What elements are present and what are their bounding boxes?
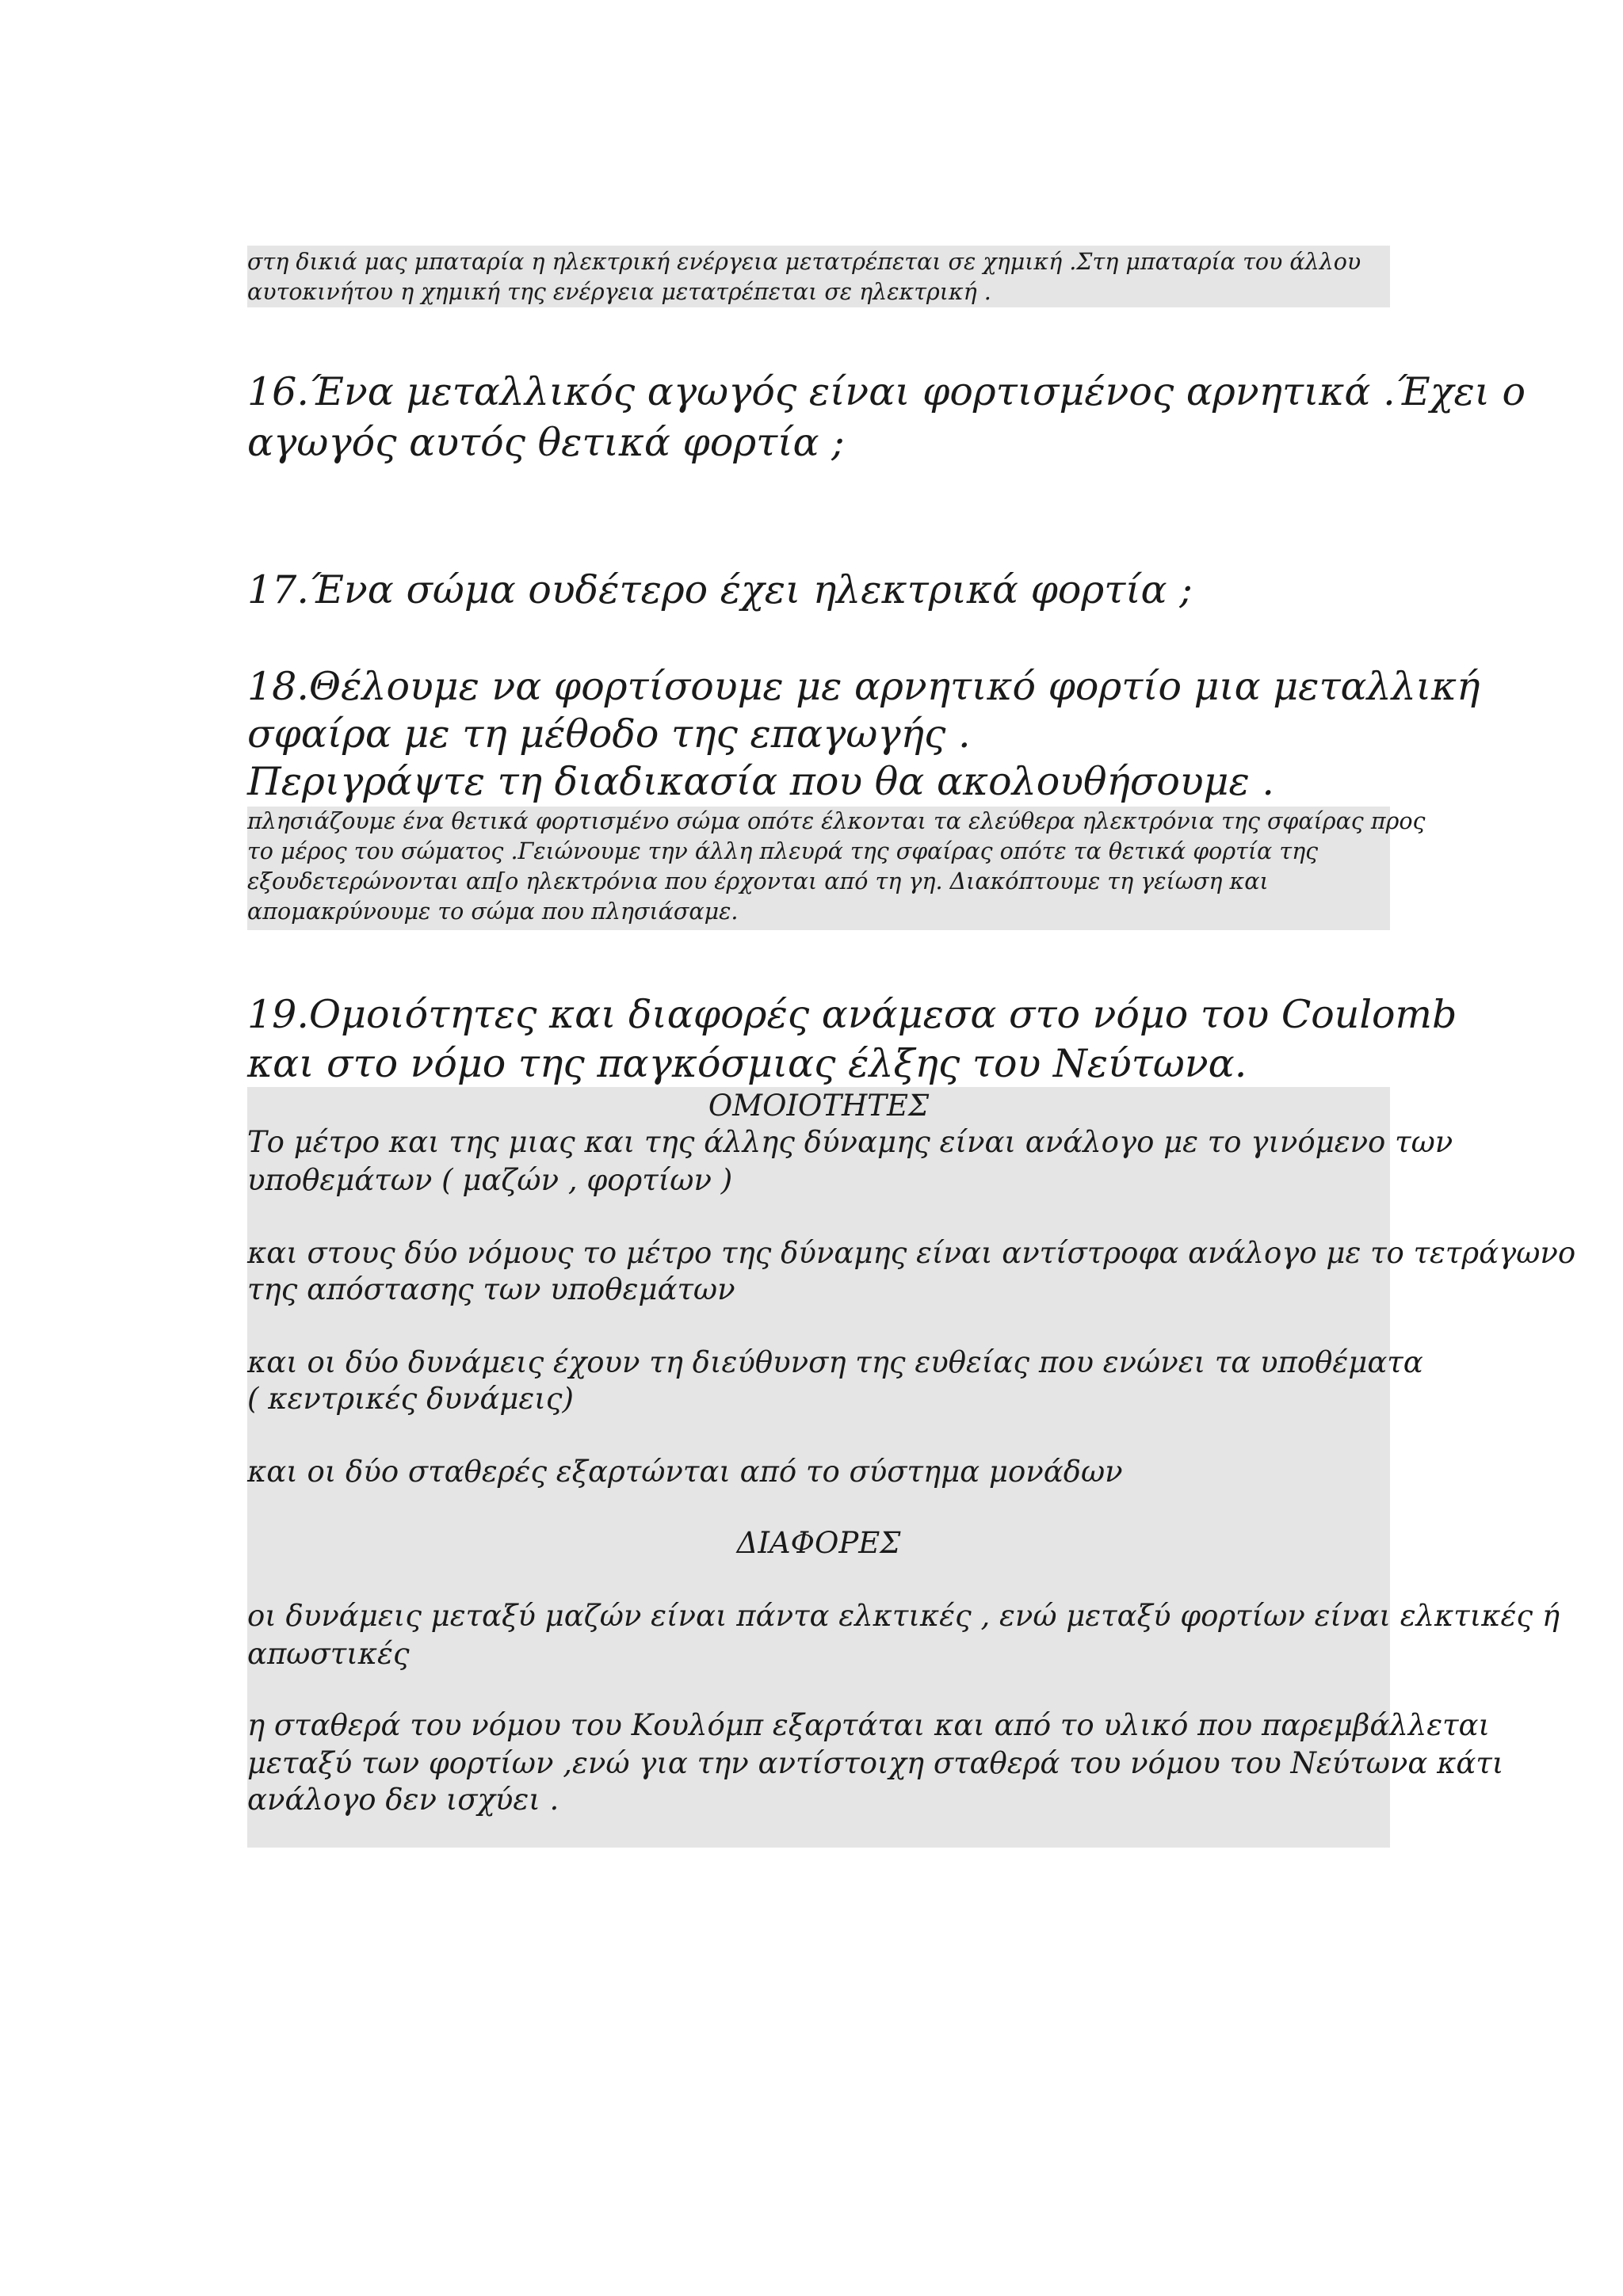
similarity-line-7: και οι δύο σταθερές εξαρτώνται από το σύστημα μονάδων xyxy=(247,1455,1123,1489)
answer-15-line-2: αυτοκινήτου η χημική της ενέργεια μετατρέπεται σε ηλεκτρική . xyxy=(247,279,991,305)
similarity-line-4: της απόστασης των υποθεμάτων xyxy=(247,1272,735,1306)
difference-line-5: ανάλογο δεν ισχύει . xyxy=(247,1783,559,1817)
differences-heading: ΔΙΑΦΟΡΕΣ xyxy=(736,1526,901,1560)
answer-18-line-4: απομακρύνουμε το σώμα που πλησιάσαμε. xyxy=(247,898,739,925)
difference-line-4: μεταξύ των φορτίων ,ενώ για την αντίστοιχη σταθερά του νόμου του Νεύτωνα κάτι xyxy=(247,1746,1504,1780)
similarity-line-3: και στους δύο νόμους το μέτρο της δύναμης είναι αντίστροφα ανάλογο με το τετράγωνο xyxy=(247,1236,1576,1270)
question-16-line-2: αγωγός αυτός θετικά φορτία ; xyxy=(247,420,845,465)
question-19-line-1: 19.Ομοιότητες και διαφορές ανάμεσα στο νόμο του Coulomb xyxy=(247,992,1457,1037)
similarity-line-6: ( κεντρικές δυνάμεις) xyxy=(247,1382,574,1416)
similarity-line-1: Το μέτρο και της μιας και της άλλης δύναμης είναι ανάλογο με το γινόμενο των xyxy=(247,1125,1453,1159)
question-17-line-1: 17.Ένα σώμα ουδέτερο έχει ηλεκτρικά φορτία ; xyxy=(247,567,1193,612)
difference-line-1: οι δυνάμεις μεταξύ μαζών είναι πάντα ελκτικές , ενώ μεταξύ φορτίων είναι ελκτικές ή xyxy=(247,1599,1560,1633)
similarity-line-2: υποθεμάτων ( μαζών , φορτίων ) xyxy=(247,1163,733,1197)
answer-18-line-3: εξουδετερώνονται απ[ο ηλεκτρόνια που έρχονται από τη γη. Διακόπτουμε τη γείωση και xyxy=(247,868,1269,894)
difference-line-3: η σταθερά του νόμου του Κουλόμπ εξαρτάται και από το υλικό που παρεμβάλλεται xyxy=(247,1708,1491,1742)
question-18-line-1: 18.Θέλουμε να φορτίσουμε με αρνητικό φορτίο μια μεταλλική xyxy=(247,664,1480,709)
answer-18-line-1: πλησιάζουμε ένα θετικά φορτισμένο σώμα οπότε έλκονται τα ελεύθερα ηλεκτρόνια της σφαίρας προς xyxy=(247,808,1426,834)
answer-18-line-2: το μέρος του σώματος .Γειώνουμε την άλλη πλευρά της σφαίρας οπότε τα θετικά φορτία της xyxy=(247,838,1319,864)
question-18-line-2: σφαίρα με τη μέθοδο της επαγωγής . xyxy=(247,711,971,757)
similarity-line-5: και οι δύο δυνάμεις έχουν τη διεύθυνση της ευθείας που ενώνει τα υποθέματα xyxy=(247,1345,1423,1379)
question-18-line-3: Περιγράψτε τη διαδικασία που θα ακολουθήσουμε . xyxy=(247,759,1274,804)
question-16-line-1: 16.Ένα μεταλλικός αγωγός είναι φορτισμένος αρνητικά .Έχει ο xyxy=(247,369,1526,414)
difference-line-2: απωστικές xyxy=(247,1637,410,1671)
similarities-heading: ΟΜΟΙΟΤΗΤΕΣ xyxy=(708,1089,930,1123)
answer-15-line-1: στη δικιά μας μπαταρία η ηλεκτρική ενέργεια μετατρέπεται σε χημική .Στη μπαταρία του άλλου xyxy=(247,249,1361,275)
question-19-line-2: και στο νόμο της παγκόσμιας έλξης του Νεύτωνα. xyxy=(247,1041,1247,1086)
